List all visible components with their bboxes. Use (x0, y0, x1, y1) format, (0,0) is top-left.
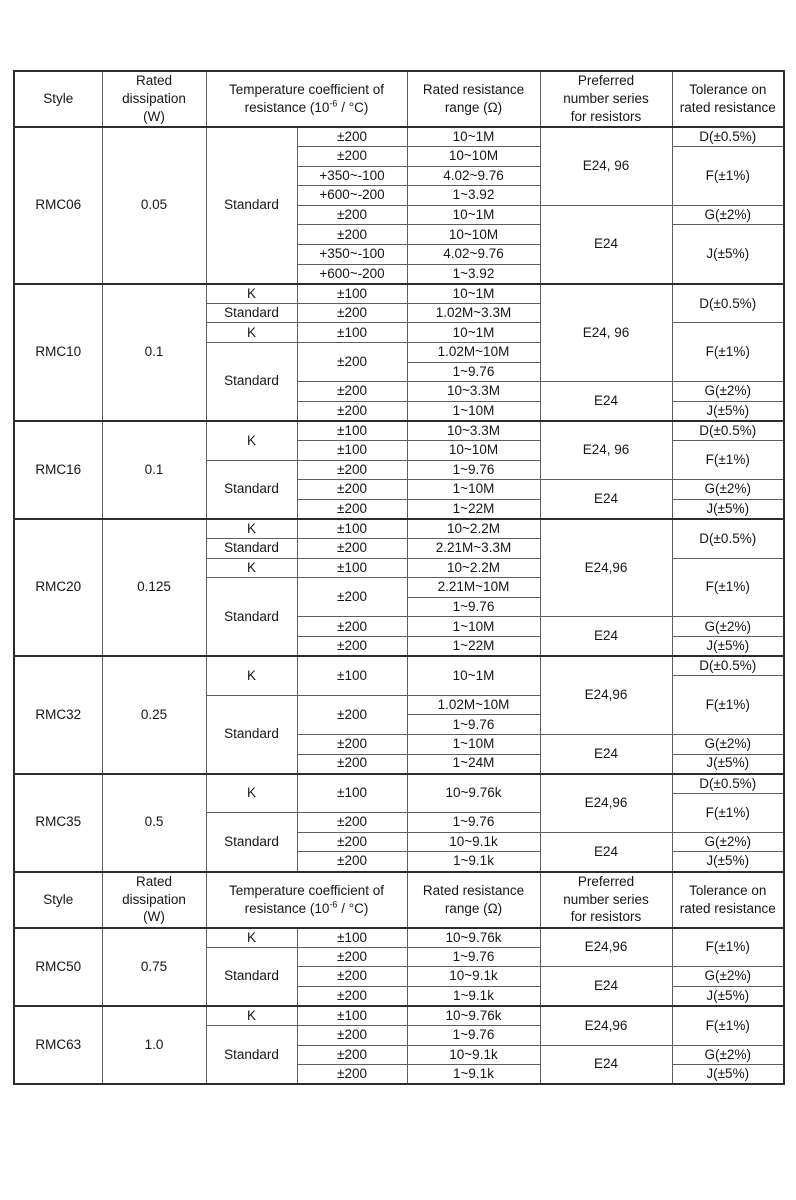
table-cell: 10~2.2M (407, 558, 540, 578)
table-cell: 2.21M~3.3M (407, 538, 540, 558)
table-cell: 1~9.76 (407, 597, 540, 617)
superscript: -6 (329, 899, 338, 910)
table-cell: 1~9.76 (407, 362, 540, 382)
table-cell: 1~24M (407, 754, 540, 774)
table-cell: ±100 (297, 441, 407, 461)
table-cell: 10~9.1k (407, 1045, 540, 1065)
table-cell: ±100 (297, 284, 407, 304)
spec-table (13, 70, 785, 1085)
table-cell: J(±5%) (672, 401, 784, 421)
table-cell: K (206, 421, 297, 460)
table-cell: 10~10M (407, 225, 540, 245)
table-cell: ±200 (297, 401, 407, 421)
table-cell: ±200 (297, 813, 407, 833)
table-cell: K (206, 519, 297, 539)
table-header (14, 71, 784, 127)
table-cell: E24 (540, 1045, 672, 1084)
table-cell: 0.05 (102, 127, 206, 284)
table-cell: 1~9.76 (407, 1026, 540, 1046)
table-cell: RMC50 (14, 928, 102, 1006)
table-cell: ±200 (297, 617, 407, 637)
table-cell: RMC32 (14, 656, 102, 774)
table-cell: Standard (206, 1026, 297, 1085)
table-cell: E24 (540, 205, 672, 283)
table-cell: E24 (540, 832, 672, 871)
table-cell: +600~-200 (297, 186, 407, 206)
table-cell: 1~9.76 (407, 947, 540, 967)
table-cell: 4.02~9.76 (407, 166, 540, 186)
table-cell: D(±0.5%) (672, 519, 784, 558)
header-cell: Preferred number series for resistors (540, 71, 672, 127)
header-cell: Rated dissipation (W) (102, 71, 206, 127)
table-cell: ±200 (297, 147, 407, 167)
header-cell: Style (14, 71, 102, 127)
table-cell: E24,96 (540, 928, 672, 967)
table-cell: 1~9.76 (407, 813, 540, 833)
table-row (14, 519, 784, 539)
table-cell: 1~9.76 (407, 715, 540, 735)
table-cell: G(±2%) (672, 382, 784, 402)
table-cell: F(±1%) (672, 323, 784, 382)
table-cell: 10~1M (407, 284, 540, 304)
table-cell: 0.1 (102, 421, 206, 519)
header-cell: Style (14, 872, 102, 928)
table-row (14, 928, 784, 948)
table-cell: 1.02M~3.3M (407, 303, 540, 323)
table-cell: +600~-200 (297, 264, 407, 284)
table-cell: F(±1%) (672, 928, 784, 967)
table-cell: ±200 (297, 382, 407, 402)
table-cell: F(±1%) (672, 1006, 784, 1045)
table-cell: ±200 (297, 1045, 407, 1065)
table-cell: K (206, 1006, 297, 1026)
table-cell: 10~3.3M (407, 382, 540, 402)
header-row (14, 71, 784, 127)
section-RMC35 (14, 774, 784, 872)
table-cell: ±100 (297, 1006, 407, 1026)
table-cell: 1~10M (407, 480, 540, 500)
table-cell: ±100 (297, 928, 407, 948)
table-cell: 0.25 (102, 656, 206, 774)
table-cell: D(±0.5%) (672, 127, 784, 147)
table-cell: J(±5%) (672, 1065, 784, 1085)
table-cell: 10~2.2M (407, 519, 540, 539)
table-cell: ±200 (297, 1065, 407, 1085)
table-cell: F(±1%) (672, 558, 784, 617)
header-cell: Temperature coefficient of resistance $(10^{-6} / ^\circ C)$ (206, 71, 407, 127)
superscript: -6 (329, 98, 338, 109)
table-cell: 0.5 (102, 774, 206, 872)
table-cell: F(±1%) (672, 441, 784, 480)
table-cell: ±200 (297, 947, 407, 967)
section-RMC50 (14, 928, 784, 1006)
table-cell: +350~-100 (297, 245, 407, 265)
table-cell: Standard (206, 813, 297, 872)
table-cell: E24, 96 (540, 284, 672, 382)
table-cell: 1~3.92 (407, 264, 540, 284)
header-cell: Tolerance on rated resistance (672, 872, 784, 928)
table-cell: D(±0.5%) (672, 774, 784, 794)
table-row (14, 127, 784, 147)
table-cell: G(±2%) (672, 1045, 784, 1065)
table-cell: 1.02M~10M (407, 343, 540, 363)
table-cell: 0.125 (102, 519, 206, 656)
header-cell: Rated resistance range (Ω) (407, 71, 540, 127)
spec-table-container (13, 70, 785, 1085)
table-cell: RMC10 (14, 284, 102, 421)
table-cell: J(±5%) (672, 499, 784, 519)
table-cell: 10~1M (407, 656, 540, 695)
table-cell: E24, 96 (540, 421, 672, 480)
table-cell: J(±5%) (672, 986, 784, 1006)
table-cell: D(±0.5%) (672, 656, 784, 676)
table-cell: ±200 (297, 127, 407, 147)
table-cell: Standard (206, 343, 297, 421)
table-cell: J(±5%) (672, 636, 784, 656)
table-cell: J(±5%) (672, 852, 784, 872)
table-cell: 2.21M~10M (407, 578, 540, 598)
table-cell: D(±0.5%) (672, 421, 784, 441)
table-cell: ±200 (297, 734, 407, 754)
section-RMC20 (14, 519, 784, 656)
table-cell: E24,96 (540, 1006, 672, 1045)
table-cell: ±100 (297, 323, 407, 343)
table-cell: 1.02M~10M (407, 695, 540, 715)
table-cell: 10~9.76k (407, 928, 540, 948)
table-cell: G(±2%) (672, 832, 784, 852)
table-cell: G(±2%) (672, 967, 784, 987)
table-cell: 1~9.1k (407, 1065, 540, 1085)
table-cell: 10~9.1k (407, 832, 540, 852)
table-cell: J(±5%) (672, 225, 784, 284)
section-RMC63 (14, 1006, 784, 1084)
section-RMC16 (14, 421, 784, 519)
table-cell: ±200 (297, 225, 407, 245)
table-cell: E24,96 (540, 519, 672, 617)
table-cell: ±200 (297, 986, 407, 1006)
table-cell: 0.75 (102, 928, 206, 1006)
table-cell: RMC35 (14, 774, 102, 872)
table-cell: K (206, 558, 297, 578)
table-cell: 1~9.1k (407, 852, 540, 872)
table-cell: ±100 (297, 656, 407, 695)
table-cell: 1~9.1k (407, 986, 540, 1006)
table-cell: Standard (206, 460, 297, 519)
table-cell: E24 (540, 480, 672, 519)
table-cell: RMC63 (14, 1006, 102, 1084)
table-cell: ±100 (297, 421, 407, 441)
table-cell: 1~10M (407, 734, 540, 754)
section-RMC06 (14, 127, 784, 284)
table-cell: E24, 96 (540, 127, 672, 205)
table-cell: E24,96 (540, 774, 672, 833)
table-cell: ±200 (297, 695, 407, 734)
table-cell: Standard (206, 947, 297, 1006)
table-cell: ±200 (297, 852, 407, 872)
header-cell: Rated dissipation (W) (102, 872, 206, 928)
table-cell: ±200 (297, 967, 407, 987)
table-cell: 1~9.76 (407, 460, 540, 480)
table-cell: 10~1M (407, 127, 540, 147)
table-cell: K (206, 656, 297, 695)
table-cell: RMC06 (14, 127, 102, 284)
table-cell: ±200 (297, 636, 407, 656)
table-cell: ±100 (297, 558, 407, 578)
table-cell: E24 (540, 617, 672, 656)
table-cell: ±200 (297, 205, 407, 225)
table-cell: E24 (540, 734, 672, 773)
table-row (14, 284, 784, 304)
table-cell: F(±1%) (672, 676, 784, 735)
header-cell: Tolerance on rated resistance (672, 71, 784, 127)
table-cell: F(±1%) (672, 147, 784, 206)
section-RMC10 (14, 284, 784, 421)
table-cell: ±200 (297, 578, 407, 617)
header-cell: Temperature coefficient of resistance $(10^{-6} / ^\circ C)$ (206, 872, 407, 928)
header-row (14, 872, 784, 928)
table-cell: 10~10M (407, 147, 540, 167)
table-cell: Standard (206, 578, 297, 656)
table-cell: K (206, 284, 297, 304)
table-cell: 10~10M (407, 441, 540, 461)
table-cell: D(±0.5%) (672, 284, 784, 323)
table-cell: G(±2%) (672, 480, 784, 500)
table-cell: +350~-100 (297, 166, 407, 186)
table-cell: 10~9.76k (407, 1006, 540, 1026)
table-cell: G(±2%) (672, 734, 784, 754)
table-header (14, 872, 784, 928)
header-cell: Rated resistance range (Ω) (407, 872, 540, 928)
table-cell: 10~9.76k (407, 774, 540, 813)
table-cell: Standard (206, 538, 297, 558)
table-cell: 10~3.3M (407, 421, 540, 441)
table-cell: 1.0 (102, 1006, 206, 1084)
section-RMC32 (14, 656, 784, 774)
table-cell: ±200 (297, 538, 407, 558)
table-cell: 1~10M (407, 401, 540, 421)
table-row (14, 421, 784, 441)
table-cell: E24 (540, 967, 672, 1006)
table-cell: 4.02~9.76 (407, 245, 540, 265)
table-cell: ±200 (297, 343, 407, 382)
table-cell: ±200 (297, 832, 407, 852)
table-cell: E24 (540, 382, 672, 421)
table-cell: ±200 (297, 480, 407, 500)
table-cell: ±200 (297, 499, 407, 519)
table-cell: K (206, 323, 297, 343)
table-cell: 1~3.92 (407, 186, 540, 206)
table-cell: 10~1M (407, 323, 540, 343)
table-cell: Standard (206, 303, 297, 323)
table-cell: F(±1%) (672, 793, 784, 832)
table-cell: ±100 (297, 774, 407, 813)
header-cell: Preferred number series for resistors (540, 872, 672, 928)
table-cell: RMC20 (14, 519, 102, 656)
table-cell: G(±2%) (672, 617, 784, 637)
table-cell: G(±2%) (672, 205, 784, 225)
table-row (14, 1006, 784, 1026)
table-row (14, 656, 784, 676)
table-cell: J(±5%) (672, 754, 784, 774)
table-cell: ±100 (297, 519, 407, 539)
table-cell: ±200 (297, 754, 407, 774)
table-cell: K (206, 774, 297, 813)
table-cell: 1~22M (407, 636, 540, 656)
table-cell: Standard (206, 127, 297, 284)
table-cell: RMC16 (14, 421, 102, 519)
table-cell: ±200 (297, 460, 407, 480)
table-cell: K (206, 928, 297, 948)
table-cell: Standard (206, 695, 297, 773)
table-row (14, 774, 784, 794)
table-cell: E24,96 (540, 656, 672, 734)
table-cell: 0.1 (102, 284, 206, 421)
table-cell: 10~1M (407, 205, 540, 225)
table-cell: ±200 (297, 303, 407, 323)
table-cell: 1~10M (407, 617, 540, 637)
table-cell: ±200 (297, 1026, 407, 1046)
table-cell: 10~9.1k (407, 967, 540, 987)
table-cell: 1~22M (407, 499, 540, 519)
